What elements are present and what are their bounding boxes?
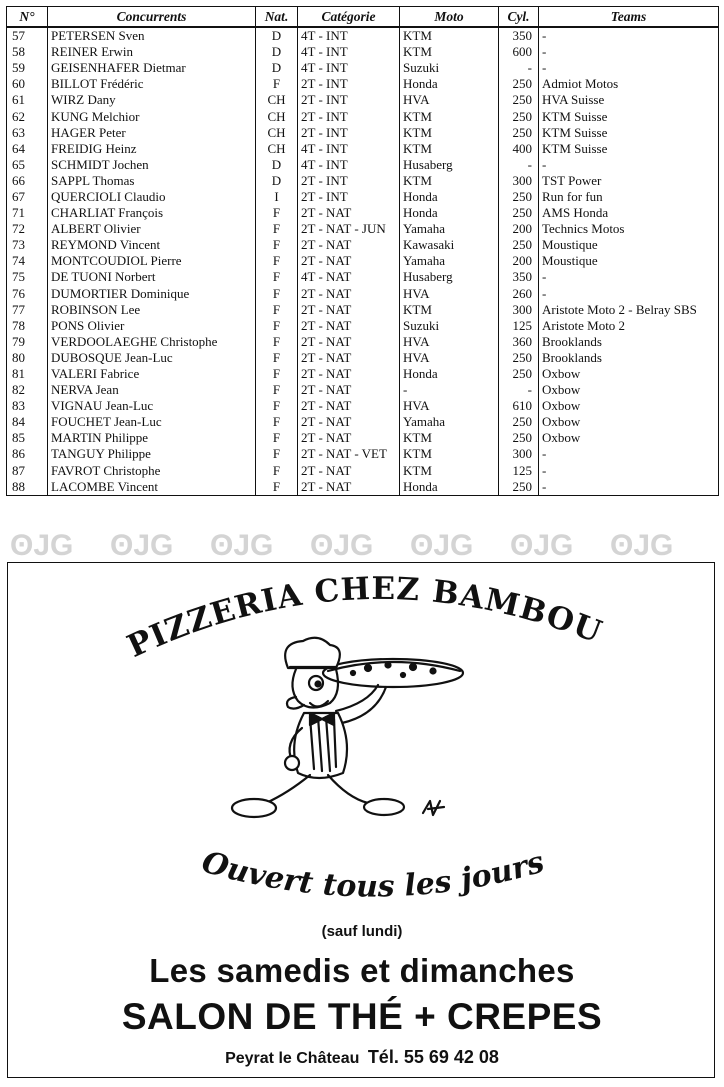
cell-team: KTM Suisse [539, 108, 719, 124]
cell-competitor: LACOMBE Vincent [48, 479, 256, 496]
cell-team: Technics Motos [539, 221, 719, 237]
cell-nationality: F [256, 253, 298, 269]
cell-competitor: REYMOND Vincent [48, 237, 256, 253]
ad-weekend-line: Les samedis et dimanches [149, 952, 575, 989]
cell-competitor: PETERSEN Sven [48, 27, 256, 44]
cell-category: 2T - INT [298, 76, 400, 92]
cell-moto: KTM [400, 302, 499, 318]
cell-nationality: F [256, 334, 298, 350]
cell-category: 4T - INT [298, 60, 400, 76]
cell-category: 2T - NAT - JUN [298, 221, 400, 237]
pizza-chef-illustration [218, 633, 488, 853]
ad-open-days: Ouvert tous les jours [197, 844, 549, 905]
header-nationality: Nat. [256, 7, 298, 28]
cell-nationality: F [256, 205, 298, 221]
cell-competitor: WIRZ Dany [48, 92, 256, 108]
cell-category: 2T - NAT [298, 253, 400, 269]
cell-competitor: SCHMIDT Jochen [48, 157, 256, 173]
cell-number: 80 [7, 350, 48, 366]
cell-competitor: MARTIN Philippe [48, 430, 256, 446]
cell-cylinder: - [499, 60, 539, 76]
cell-cylinder: 200 [499, 253, 539, 269]
cell-moto: Yamaha [400, 221, 499, 237]
table-row [7, 108, 719, 124]
cell-team: - [539, 27, 719, 44]
cell-competitor: FREIDIG Heinz [48, 141, 256, 157]
cell-nationality: D [256, 60, 298, 76]
cell-number: 61 [7, 92, 48, 108]
cell-nationality: CH [256, 92, 298, 108]
cell-category: 2T - NAT [298, 414, 400, 430]
cell-cylinder: - [499, 157, 539, 173]
table-row [7, 173, 719, 189]
table-row [7, 60, 719, 76]
cell-nationality: F [256, 430, 298, 446]
cell-cylinder: 360 [499, 334, 539, 350]
cell-moto: Honda [400, 479, 499, 496]
cell-nationality: CH [256, 141, 298, 157]
cell-nationality: F [256, 76, 298, 92]
cell-competitor: PONS Olivier [48, 318, 256, 334]
cell-cylinder: 125 [499, 463, 539, 479]
cell-number: 82 [7, 382, 48, 398]
cell-nationality: D [256, 44, 298, 60]
cell-number: 73 [7, 237, 48, 253]
cell-cylinder: 300 [499, 446, 539, 462]
ghost-logo-band: ʘJG ʘJG ʘJG ʘJG ʘJG ʘJG ʘJG [10, 529, 674, 562]
cell-category: 2T - NAT [298, 479, 400, 496]
table-row [7, 479, 719, 496]
cell-team: Brooklands [539, 334, 719, 350]
table-row [7, 382, 719, 398]
cell-cylinder: 250 [499, 76, 539, 92]
cell-competitor: ROBINSON Lee [48, 302, 256, 318]
cell-competitor: TANGUY Philippe [48, 446, 256, 462]
cell-competitor: BILLOT Frédéric [48, 76, 256, 92]
cell-competitor: MONTCOUDIOL Pierre [48, 253, 256, 269]
cell-number: 62 [7, 108, 48, 124]
cell-moto: Yamaha [400, 414, 499, 430]
cell-number: 65 [7, 157, 48, 173]
ad-address: Peyrat le Château [225, 1050, 360, 1067]
cell-number: 76 [7, 286, 48, 302]
cell-nationality: F [256, 463, 298, 479]
cell-category: 4T - INT [298, 141, 400, 157]
cell-cylinder: 260 [499, 286, 539, 302]
cell-competitor: CHARLIAT François [48, 205, 256, 221]
table-row [7, 318, 719, 334]
cell-competitor: DUBOSQUE Jean-Luc [48, 350, 256, 366]
cell-team: - [539, 286, 719, 302]
table-row [7, 269, 719, 285]
cell-number: 59 [7, 60, 48, 76]
cell-cylinder: 350 [499, 269, 539, 285]
cell-team: Brooklands [539, 350, 719, 366]
cell-cylinder: 250 [499, 366, 539, 382]
cell-cylinder: 600 [499, 44, 539, 60]
cell-team: Aristote Moto 2 - Belray SBS [539, 302, 719, 318]
table-row [7, 237, 719, 253]
cell-number: 87 [7, 463, 48, 479]
cell-category: 2T - NAT [298, 398, 400, 414]
cell-cylinder: 250 [499, 189, 539, 205]
cell-cylinder: 250 [499, 430, 539, 446]
cell-moto: KTM [400, 173, 499, 189]
cell-category: 2T - INT [298, 108, 400, 124]
cell-team: - [539, 44, 719, 60]
table-row [7, 398, 719, 414]
cell-number: 63 [7, 125, 48, 141]
cell-nationality: F [256, 479, 298, 496]
table-row [7, 27, 719, 44]
cell-number: 72 [7, 221, 48, 237]
cell-nationality: CH [256, 125, 298, 141]
cell-team: Moustique [539, 237, 719, 253]
cell-team: KTM Suisse [539, 141, 719, 157]
table-row [7, 221, 719, 237]
cell-category: 2T - NAT [298, 382, 400, 398]
cell-category: 2T - NAT [298, 334, 400, 350]
cell-category: 4T - INT [298, 44, 400, 60]
table-row [7, 334, 719, 350]
cell-moto: Yamaha [400, 253, 499, 269]
cell-competitor: QUERCIOLI Claudio [48, 189, 256, 205]
table-row [7, 286, 719, 302]
table-row [7, 157, 719, 173]
cell-nationality: F [256, 398, 298, 414]
cell-nationality: F [256, 302, 298, 318]
cell-moto: Suzuki [400, 318, 499, 334]
cell-cylinder: 250 [499, 414, 539, 430]
table-row [7, 446, 719, 462]
cell-nationality: D [256, 27, 298, 44]
cell-number: 83 [7, 398, 48, 414]
cell-nationality: F [256, 221, 298, 237]
table-row [7, 253, 719, 269]
cell-team: Moustique [539, 253, 719, 269]
table-row [7, 189, 719, 205]
cell-nationality: F [256, 366, 298, 382]
cell-team: - [539, 60, 719, 76]
cell-number: 85 [7, 430, 48, 446]
cell-moto: KTM [400, 108, 499, 124]
cell-team: - [539, 446, 719, 462]
cell-moto: Honda [400, 76, 499, 92]
cell-cylinder: 250 [499, 108, 539, 124]
cell-cylinder: 400 [499, 141, 539, 157]
cell-moto: Honda [400, 189, 499, 205]
cell-category: 2T - INT [298, 189, 400, 205]
cell-moto: Kawasaki [400, 237, 499, 253]
cell-nationality: F [256, 237, 298, 253]
cell-team: KTM Suisse [539, 125, 719, 141]
cell-moto: Husaberg [400, 269, 499, 285]
cell-cylinder: 200 [499, 221, 539, 237]
cell-category: 2T - NAT [298, 430, 400, 446]
cell-competitor: NERVA Jean [48, 382, 256, 398]
cell-team: Oxbow [539, 430, 719, 446]
cell-category: 2T - INT [298, 173, 400, 189]
cell-competitor: VIGNAU Jean-Luc [48, 398, 256, 414]
cell-moto: Husaberg [400, 157, 499, 173]
cell-cylinder: 250 [499, 479, 539, 496]
cell-number: 79 [7, 334, 48, 350]
cell-cylinder: 125 [499, 318, 539, 334]
cell-team: Aristote Moto 2 [539, 318, 719, 334]
ad-title: PIZZERIA CHEZ BAMBOU [121, 570, 608, 665]
ad-address-line [8, 1047, 715, 1068]
cell-team: - [539, 269, 719, 285]
cell-competitor: FOUCHET Jean-Luc [48, 414, 256, 430]
ad-phone: Tél. 55 69 42 08 [367, 1047, 499, 1067]
cell-team: Oxbow [539, 398, 719, 414]
table-row [7, 76, 719, 92]
cell-nationality: CH [256, 108, 298, 124]
cell-competitor: ALBERT Olivier [48, 221, 256, 237]
cell-nationality: F [256, 269, 298, 285]
entrants-table [6, 6, 718, 496]
cell-cylinder: 250 [499, 350, 539, 366]
header-competitors: Concurrents [48, 7, 256, 28]
cell-category: 2T - INT [298, 125, 400, 141]
table-row [7, 92, 719, 108]
cell-competitor: DE TUONI Norbert [48, 269, 256, 285]
cell-category: 2T - NAT [298, 286, 400, 302]
cell-team: Oxbow [539, 382, 719, 398]
cell-category: 4T - NAT [298, 269, 400, 285]
cell-cylinder: 350 [499, 27, 539, 44]
cell-team: HVA Suisse [539, 92, 719, 108]
cell-number: 60 [7, 76, 48, 92]
cell-category: 2T - NAT [298, 302, 400, 318]
cell-cylinder: 610 [499, 398, 539, 414]
cell-category: 2T - NAT [298, 366, 400, 382]
cell-nationality: D [256, 157, 298, 173]
header-teams: Teams [539, 7, 719, 28]
cell-moto: KTM [400, 141, 499, 157]
cell-moto: HVA [400, 286, 499, 302]
cell-number: 57 [7, 27, 48, 44]
cell-competitor: GEISENHAFER Dietmar [48, 60, 256, 76]
cell-moto: HVA [400, 92, 499, 108]
cell-moto: KTM [400, 446, 499, 462]
cell-number: 88 [7, 479, 48, 496]
cell-moto: Honda [400, 366, 499, 382]
ad-tea-room-line: SALON DE THÉ + CREPES [121, 996, 603, 1037]
cell-number: 74 [7, 253, 48, 269]
header-category: Catégorie [298, 7, 400, 28]
table-row [7, 302, 719, 318]
table-header-row [7, 7, 719, 28]
cell-moto: KTM [400, 463, 499, 479]
cell-category: 2T - NAT [298, 205, 400, 221]
cell-moto: KTM [400, 27, 499, 44]
cell-competitor: VALERI Fabrice [48, 366, 256, 382]
cell-team: - [539, 479, 719, 496]
cell-moto: KTM [400, 44, 499, 60]
cell-moto: HVA [400, 398, 499, 414]
table-row [7, 430, 719, 446]
header-moto: Moto [400, 7, 499, 28]
cell-competitor: KUNG Melchior [48, 108, 256, 124]
cell-team: TST Power [539, 173, 719, 189]
cell-nationality: F [256, 446, 298, 462]
cell-category: 2T - NAT [298, 463, 400, 479]
cell-moto: Honda [400, 205, 499, 221]
table-row [7, 414, 719, 430]
cell-category: 2T - NAT [298, 350, 400, 366]
cell-competitor: REINER Erwin [48, 44, 256, 60]
table-row [7, 366, 719, 382]
ad-open-arc [158, 838, 588, 928]
cell-team: Admiot Motos [539, 76, 719, 92]
table-row [7, 44, 719, 60]
cell-number: 86 [7, 446, 48, 462]
cell-team: Run for fun [539, 189, 719, 205]
cell-team: - [539, 463, 719, 479]
cell-number: 84 [7, 414, 48, 430]
cell-number: 58 [7, 44, 48, 60]
cell-number: 77 [7, 302, 48, 318]
cell-number: 78 [7, 318, 48, 334]
cell-cylinder: 250 [499, 125, 539, 141]
cell-nationality: I [256, 189, 298, 205]
cell-cylinder: - [499, 382, 539, 398]
cell-cylinder: 300 [499, 302, 539, 318]
cell-number: 64 [7, 141, 48, 157]
ad-closed-note: (sauf lundi) [321, 923, 403, 940]
table-row [7, 205, 719, 221]
cell-cylinder: 250 [499, 92, 539, 108]
cell-category: 2T - NAT [298, 237, 400, 253]
cell-category: 2T - INT [298, 92, 400, 108]
cell-number: 81 [7, 366, 48, 382]
cell-number: 67 [7, 189, 48, 205]
cell-competitor: SAPPL Thomas [48, 173, 256, 189]
cell-moto: Suzuki [400, 60, 499, 76]
cell-nationality: F [256, 382, 298, 398]
cell-cylinder: 300 [499, 173, 539, 189]
header-cylinder: Cyl. [499, 7, 539, 28]
cell-nationality: F [256, 286, 298, 302]
cell-nationality: F [256, 318, 298, 334]
table-row [7, 350, 719, 366]
cell-category: 4T - INT [298, 27, 400, 44]
cell-category: 2T - NAT - VET [298, 446, 400, 462]
cell-category: 2T - NAT [298, 318, 400, 334]
cell-nationality: D [256, 173, 298, 189]
cell-moto: HVA [400, 334, 499, 350]
cell-team: Oxbow [539, 414, 719, 430]
cell-cylinder: 250 [499, 205, 539, 221]
cell-moto: HVA [400, 350, 499, 366]
table-row [7, 141, 719, 157]
cell-competitor: FAVROT Christophe [48, 463, 256, 479]
cell-number: 75 [7, 269, 48, 285]
cell-moto: KTM [400, 125, 499, 141]
cell-competitor: HAGER Peter [48, 125, 256, 141]
cell-cylinder: 250 [499, 237, 539, 253]
table-row [7, 125, 719, 141]
cell-competitor: VERDOOLAEGHE Christophe [48, 334, 256, 350]
cell-number: 66 [7, 173, 48, 189]
cell-competitor: DUMORTIER Dominique [48, 286, 256, 302]
cell-moto: KTM [400, 430, 499, 446]
cell-team: - [539, 157, 719, 173]
cell-moto: - [400, 382, 499, 398]
table-row [7, 463, 719, 479]
cell-number: 71 [7, 205, 48, 221]
cell-category: 4T - INT [298, 157, 400, 173]
cell-team: AMS Honda [539, 205, 719, 221]
cell-nationality: F [256, 350, 298, 366]
cell-nationality: F [256, 414, 298, 430]
header-number: N° [7, 7, 48, 28]
pizzeria-advertisement [7, 562, 715, 1078]
cell-team: Oxbow [539, 366, 719, 382]
